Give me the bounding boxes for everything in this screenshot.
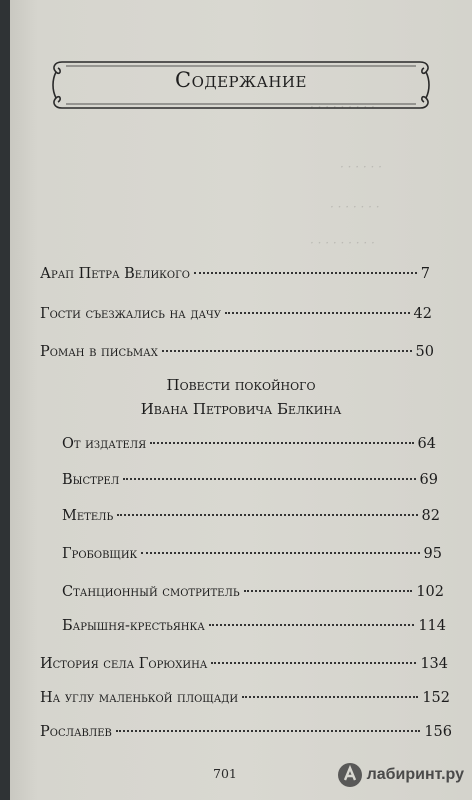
book-page bbox=[10, 0, 472, 800]
toc-entry-title: Барышня-крестьянка bbox=[62, 618, 205, 634]
show-through-text: · · · · · · · · · bbox=[310, 100, 375, 114]
watermark bbox=[337, 758, 464, 792]
dot-leader bbox=[162, 350, 412, 352]
toc-entry bbox=[40, 656, 448, 672]
dot-leader bbox=[211, 662, 416, 664]
toc-entry-page: 152 bbox=[422, 690, 450, 706]
toc-entry bbox=[40, 690, 450, 706]
toc-subentry bbox=[62, 584, 444, 600]
toc-entry-title: На углу маленькой площади bbox=[40, 690, 239, 706]
dot-leader bbox=[150, 442, 413, 444]
dot-leader bbox=[244, 590, 413, 592]
toc-entry-page: 69 bbox=[419, 472, 438, 488]
toc-entry-title: Арап Петра Великого bbox=[40, 266, 190, 282]
dot-leader bbox=[225, 312, 410, 314]
toc-entry-title: Выстрел bbox=[62, 472, 120, 488]
title-ornament-frame bbox=[48, 56, 434, 114]
toc-entry-page: 156 bbox=[424, 724, 452, 740]
toc-subentry bbox=[62, 508, 440, 524]
section-heading-line1: Повести покойного bbox=[166, 376, 316, 394]
toc-entry-title: Гробовщик bbox=[62, 546, 138, 562]
toc-entry-page: 64 bbox=[417, 436, 436, 452]
dot-leader bbox=[116, 730, 420, 732]
dot-leader bbox=[209, 624, 414, 626]
toc-entry-title: Станционный смотритель bbox=[62, 584, 240, 600]
labirint-logo-icon bbox=[337, 762, 363, 788]
toc-entry bbox=[40, 724, 452, 740]
show-through-text: · · · · · · · bbox=[330, 200, 380, 214]
toc-entry-page: 114 bbox=[418, 618, 446, 634]
dot-leader bbox=[242, 696, 418, 698]
toc-entry-page: 42 bbox=[413, 306, 432, 322]
toc-entry-page: 102 bbox=[416, 584, 444, 600]
toc-entry-title: От издателя bbox=[62, 436, 147, 452]
toc-entry-page: 82 bbox=[421, 508, 440, 524]
toc-entry-title: История села Горюхина bbox=[40, 656, 208, 672]
page-title: Содержание bbox=[175, 68, 307, 92]
toc-subentry bbox=[62, 618, 446, 634]
toc-entry-page: 7 bbox=[420, 266, 430, 282]
show-through-text: · · · · · · bbox=[340, 160, 382, 174]
dot-leader bbox=[194, 272, 417, 274]
toc-entry-title: Метель bbox=[62, 508, 114, 524]
dot-leader bbox=[117, 514, 417, 516]
watermark-text: лабиринт.ру bbox=[366, 766, 464, 783]
show-through-text: · · · · · · · · · bbox=[310, 236, 375, 250]
toc-entry-page: 50 bbox=[415, 344, 434, 360]
dot-leader bbox=[141, 552, 419, 554]
dot-leader bbox=[123, 478, 415, 480]
page-number: 701 bbox=[213, 766, 237, 781]
toc-subentry bbox=[62, 546, 442, 562]
toc-entry bbox=[40, 266, 430, 282]
toc-entry-title: Роман в письмах bbox=[40, 344, 158, 360]
toc-entry bbox=[40, 306, 432, 322]
toc-entry-title: Рославлев bbox=[40, 724, 112, 740]
section-heading-line2: Ивана Петровича Белкина bbox=[140, 400, 342, 418]
toc-entry bbox=[40, 344, 434, 360]
toc-subentry bbox=[62, 472, 438, 488]
toc-entry-page: 95 bbox=[423, 546, 442, 562]
toc-entry-title: Гости съезжались на дачу bbox=[40, 306, 222, 322]
toc-entry-page: 134 bbox=[420, 656, 448, 672]
toc-subentry bbox=[62, 436, 436, 452]
